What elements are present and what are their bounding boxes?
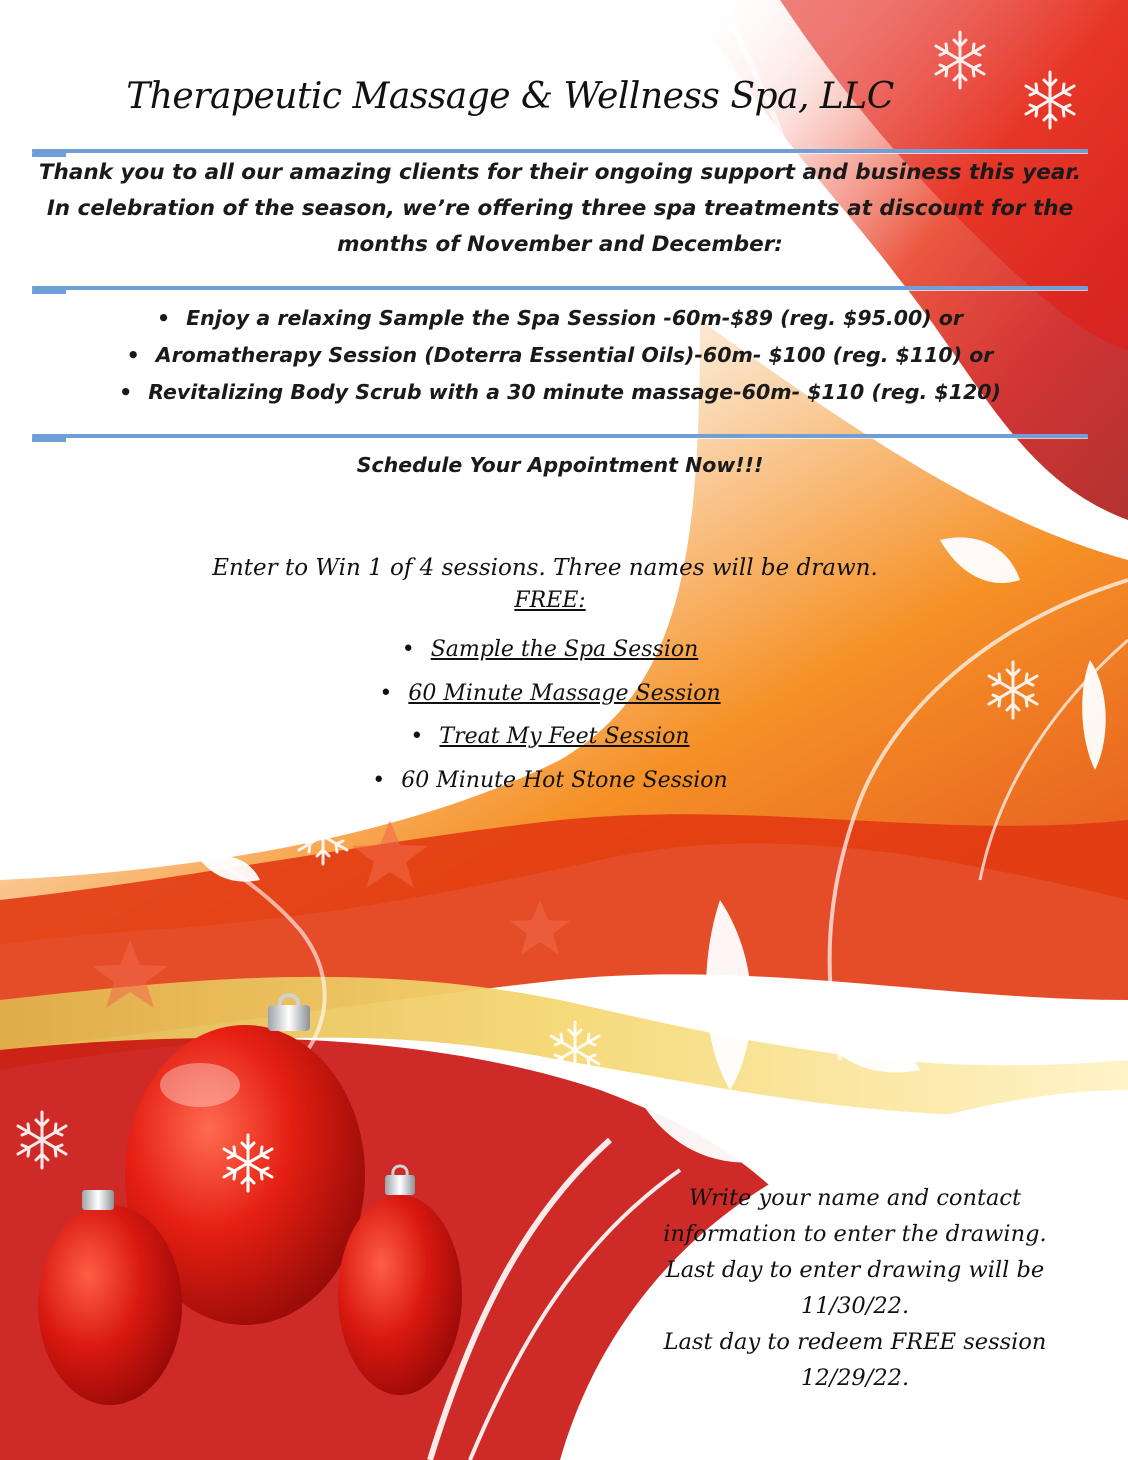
list-item [300, 759, 800, 803]
intro-line: Thank you to all our amazing clients for their ongoing support and business this year. [38, 160, 1082, 185]
list-item [32, 337, 1088, 374]
list-item [300, 628, 800, 672]
prize-text: Sample the Spa Session [430, 637, 699, 662]
prize-text: 60 Minute Massage Session [408, 680, 721, 706]
prize-list [300, 628, 800, 802]
list-item [300, 715, 800, 759]
contact-line: information to enter the drawing. [663, 1221, 1047, 1247]
list-item [300, 672, 800, 716]
prize-text: 60 Minute Hot Stone Session [401, 767, 728, 793]
contact-line: Last day to redeem FREE session [663, 1329, 1047, 1355]
drawing-heading: Enter to Win 1 of 4 sessions. Three names will be drawn. [212, 555, 878, 581]
offer-text: Revitalizing Body Scrub with a 30 minute massage-60m- $110 (reg. $120) [148, 380, 1001, 404]
intro-text [32, 155, 1088, 263]
divider [32, 286, 1088, 290]
contact-line: Write your name and contact [688, 1185, 1022, 1211]
intro-line: months of November and December: [337, 232, 783, 257]
offer-text: Enjoy a relaxing Sample the Spa Session -60m-$89 (reg. $95.00) or [186, 306, 963, 330]
contact-line: Last day to enter drawing will be [665, 1257, 1045, 1283]
free-label: FREE: [514, 588, 586, 613]
divider [32, 434, 1088, 438]
intro-line: In celebration of the season, we’re offering three spa treatments at discount for the [46, 196, 1074, 221]
contact-line: 11/30/22. [800, 1293, 910, 1319]
list-item [32, 374, 1088, 411]
schedule-cta: Schedule Your Appointment Now!!! [356, 453, 764, 477]
list-item [32, 300, 1088, 337]
divider [32, 149, 1088, 153]
prize-text: Treat My Feet Session [439, 724, 690, 749]
contact-instructions [640, 1180, 1070, 1396]
offer-list [32, 300, 1088, 411]
contact-line: 12/29/22. [800, 1365, 910, 1391]
offer-text: Aromatherapy Session (Doterra Essential Oils)-60m- $100 (reg. $110) or [155, 343, 994, 367]
page-title: Therapeutic Massage & Wellness Spa, LLC [126, 76, 894, 117]
